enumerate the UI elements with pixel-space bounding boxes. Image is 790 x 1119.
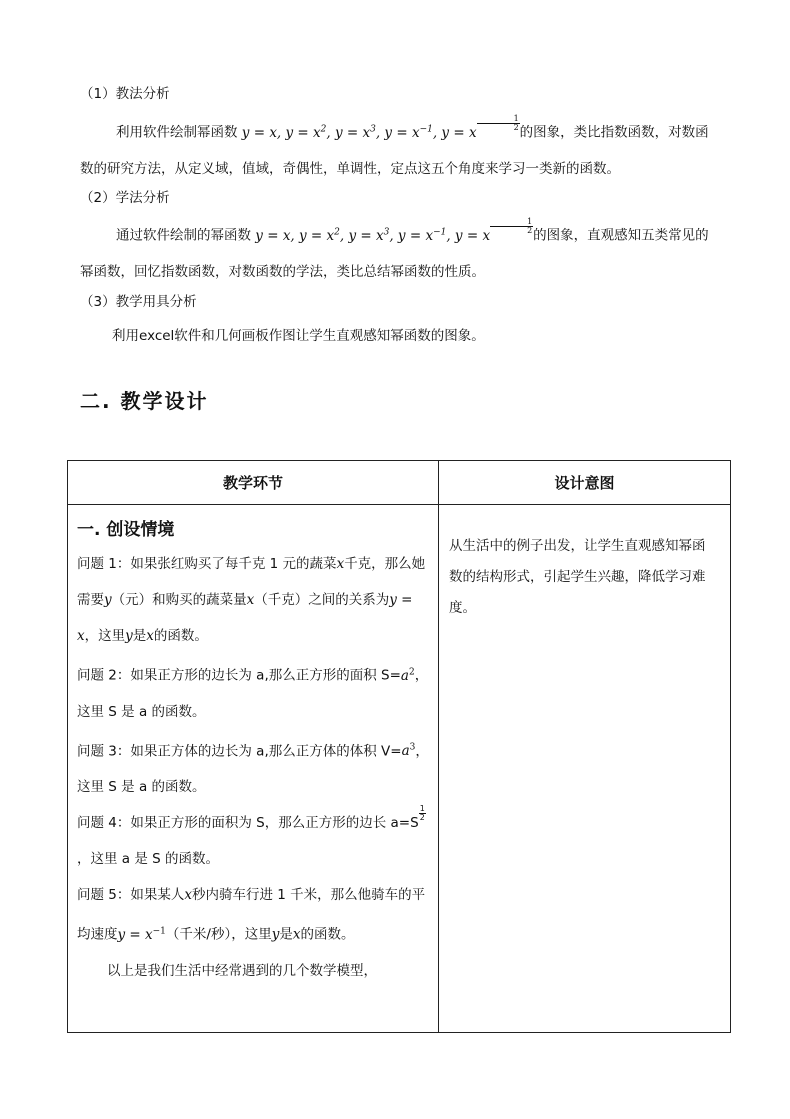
teaching-stage-cell <box>68 505 439 1033</box>
power-function-list: y = x, $y = x^2$, $y = x^3$, $y = x^{-1}$, y = x $\frac{1}{2}$ <box>255 216 533 244</box>
method-analysis-heading: （1）教法分析 <box>80 86 170 102</box>
question-2: 问题 2：如果正方形的边长为 a,那么正方形的面积 $S=a^2$，这里 S 是 a 的函数。 <box>77 667 429 720</box>
design-intent-text: 从生活中的例子出发，让学生直观感知幂函数的结构形式，引起学生兴趣，降低学习难度。 <box>449 538 706 616</box>
stage-heading: 一. 创设情境 <box>77 520 175 540</box>
closing-text: 以上是我们生活中经常遇到的几个数学模型， <box>107 962 377 979</box>
header-design-intent: 设计意图 <box>439 461 731 505</box>
learning-analysis-text: 通过软件绘制的幂函数 y = x, $y = x^2$, $y = x^3$, $y = x^{-1}$, y = x $\frac{1}{2}$ 的图象，直观感知五类常见的幂函数，回忆指数函数，对数函数的学法，类比总结幂函数的性质。 <box>80 216 709 280</box>
stage-questions <box>77 546 430 989</box>
table-row <box>68 505 731 1033</box>
design-intent-cell <box>439 505 731 1033</box>
question-3: 问题 3：如果正方体的边长为 a,那么正方体的体积 $V=a^3$，这里 S 是 a 的函数。 <box>77 742 429 795</box>
learning-analysis-heading: （2）学法分析 <box>80 190 170 206</box>
question-5: 问题 5：如果某人x秒内骑车行进 1 千米，那么他骑车的平均速度$y = x^{-1}$（千米/秒），这里y是x的函数。 <box>77 887 426 943</box>
tools-analysis-text: 利用excel软件和几何画板作图让学生直观感知幂函数的图象。 <box>112 328 485 344</box>
question-4: 问题 4：如果正方形的面积为 S，那么正方形的边长 a=S $\frac{1}{2}$ ，这里 a 是 S 的函数。 <box>77 804 425 867</box>
tools-analysis-heading: （3）教学用具分析 <box>80 294 197 310</box>
header-teaching-stage: 教学环节 <box>68 461 439 505</box>
teaching-design-table <box>67 460 731 1033</box>
method-analysis-text: 利用软件绘制幂函数 y = x, $y = x^2$, $y = x^3$, $y = x^{-1}$, y = x $\frac{1}{2}$ 的图象，类比指数函数，对数函数的研究方法，从定义域，值域，奇偶性，单调性，定点这五个角度来学习一类新的函数。 <box>80 113 709 177</box>
section-title: 二. 教学设计 <box>80 389 209 413</box>
power-function-list: y = x, $y = x^2$, $y = x^3$, $y = x^{-1}$, y = x $\frac{1}{2}$ <box>241 113 519 141</box>
question-1: 问题 1：如果张红购买了每千克 1 元的蔬菜x千克，那么她需要y（元）和购买的蔬菜量x（千克）之间的关系为y = x，这里y是x的函数。 <box>77 556 426 644</box>
table-header-row <box>68 461 731 505</box>
